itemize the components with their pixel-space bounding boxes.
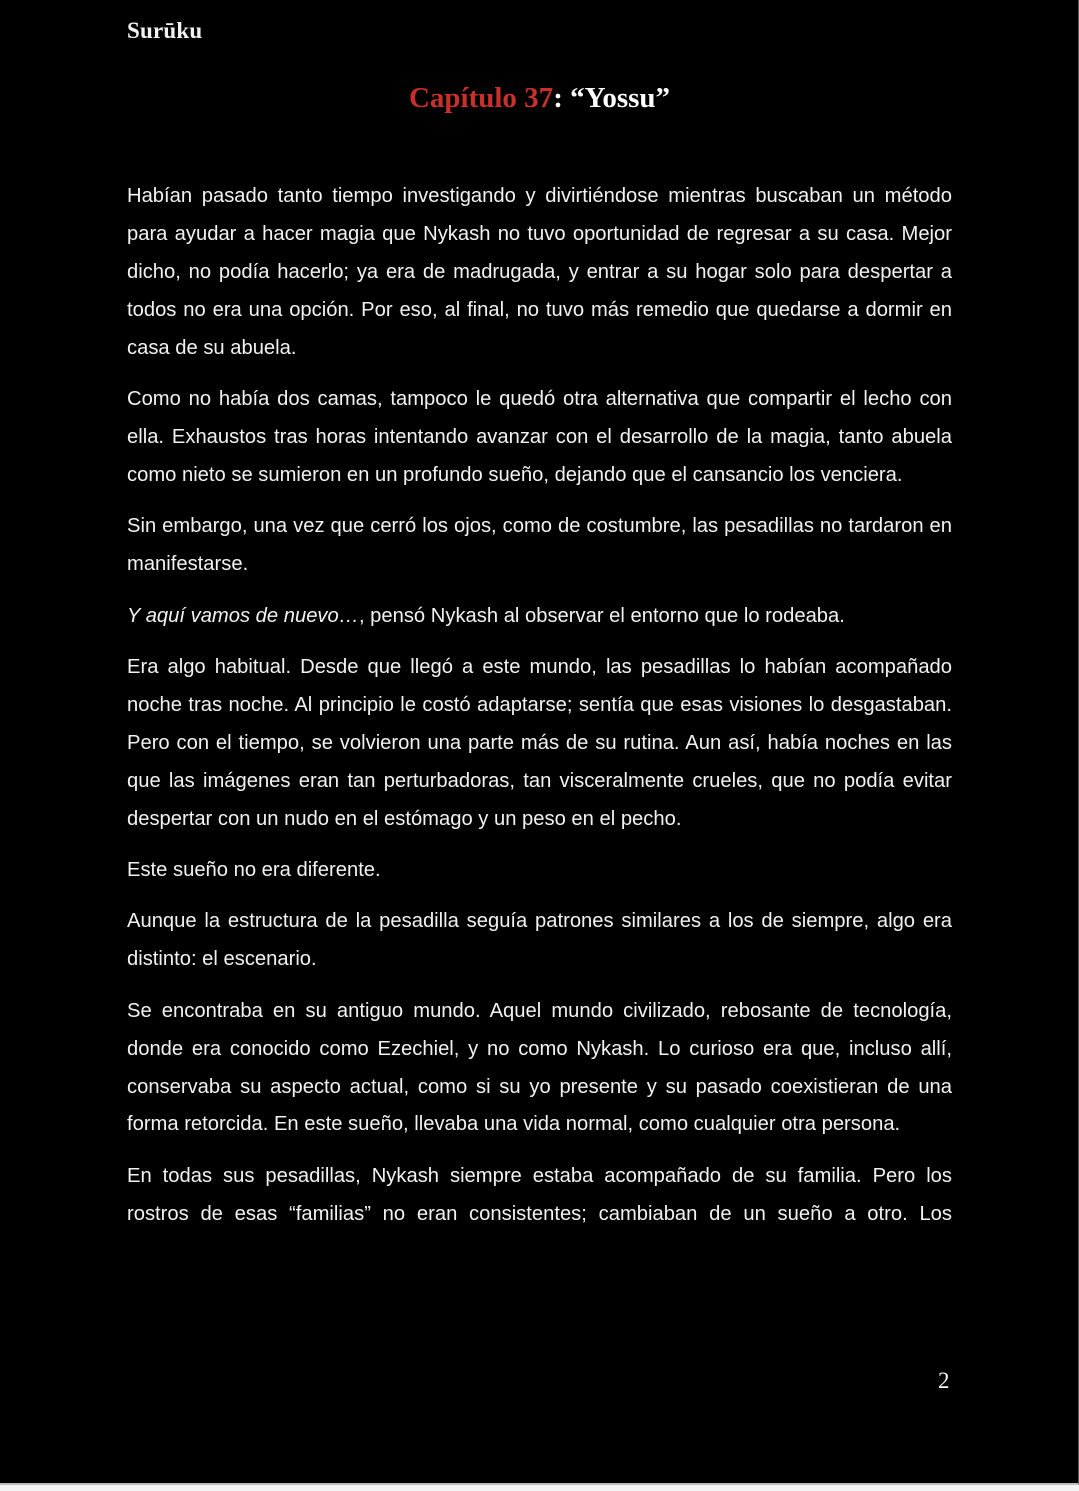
paragraph: Este sueño no era diferente. [127, 859, 381, 881]
running-header: Surūku [127, 18, 203, 43]
chapter-body [127, 178, 952, 1247]
chapter-title [0, 82, 1079, 115]
paragraph: Como no había dos camas, tampoco le quedó otra alternativa que compartir el lecho con ella. Exhaustos tras horas intentando avanzar con el desarrollo de la magia, tanto abuela como nieto se sumieron en un profundo sueño, dejando que el cansancio los venciera. [127, 388, 952, 486]
page-number: 2 [938, 1368, 950, 1393]
italic-thought: Y aquí vamos de nuevo… [127, 604, 359, 627]
paragraph: Aunque la estructura de la pesadilla seguía patrones similares a los de siempre, algo era distinto: el escenario. [127, 910, 952, 971]
paragraph [127, 598, 952, 636]
chapter-name: “Yossu” [570, 82, 671, 114]
paragraph: Era algo habitual. Desde que llegó a este mundo, las pesadillas lo habían acompañado noche tras noche. Al principio le costó adaptarse; sentía que esas visiones lo desgastaban. Pero con el tiempo, se volvieron una parte más de su rutina. Aun así, había noches en las que las imágenes eran tan perturbadoras, tan visceralmente crueles, que no podía evitar despertar con un nudo en el estómago y un peso en el pecho. [127, 655, 952, 830]
paragraph: En todas sus pesadillas, Nykash siempre estaba acompañado de su familia. Pero los rostros de esas “familias” no eran consistentes; cambiaban de un sueño a otro. Los [127, 1164, 952, 1225]
chapter-number-label: Capítulo 37 [408, 82, 554, 114]
paragraph: Sin embargo, una vez que cerró los ojos, como de costumbre, las pesadillas no tardaron en manifestarse. [127, 515, 952, 576]
chapter-title-separator: : [553, 82, 571, 114]
paragraph-text: , pensó Nykash al observar el entorno que lo rodeaba. [358, 604, 845, 627]
paragraph: Se encontraba en su antiguo mundo. Aquel mundo civilizado, rebosante de tecnología, donde era conocido como Ezechiel, y no como Nykash. Lo curioso era que, incluso allí, conservaba su aspecto actual, como si su yo presente y su pasado coexistieran de una forma retorcida. En este sueño, llevaba una vida normal, como cualquier otra persona. [127, 999, 952, 1136]
paragraph: Habían pasado tanto tiempo investigando y divirtiéndose mientras buscaban un método para ayudar a hacer magia que Nykash no tuvo oportunidad de regresar a su casa. Mejor dicho, no podía hacerlo; ya era de madrugada, y entrar a su hogar solo para despertar a todos no era una opción. Por eso, al final, no tuvo más remedio que quedarse a dormir en casa de su abuela. [127, 185, 952, 359]
